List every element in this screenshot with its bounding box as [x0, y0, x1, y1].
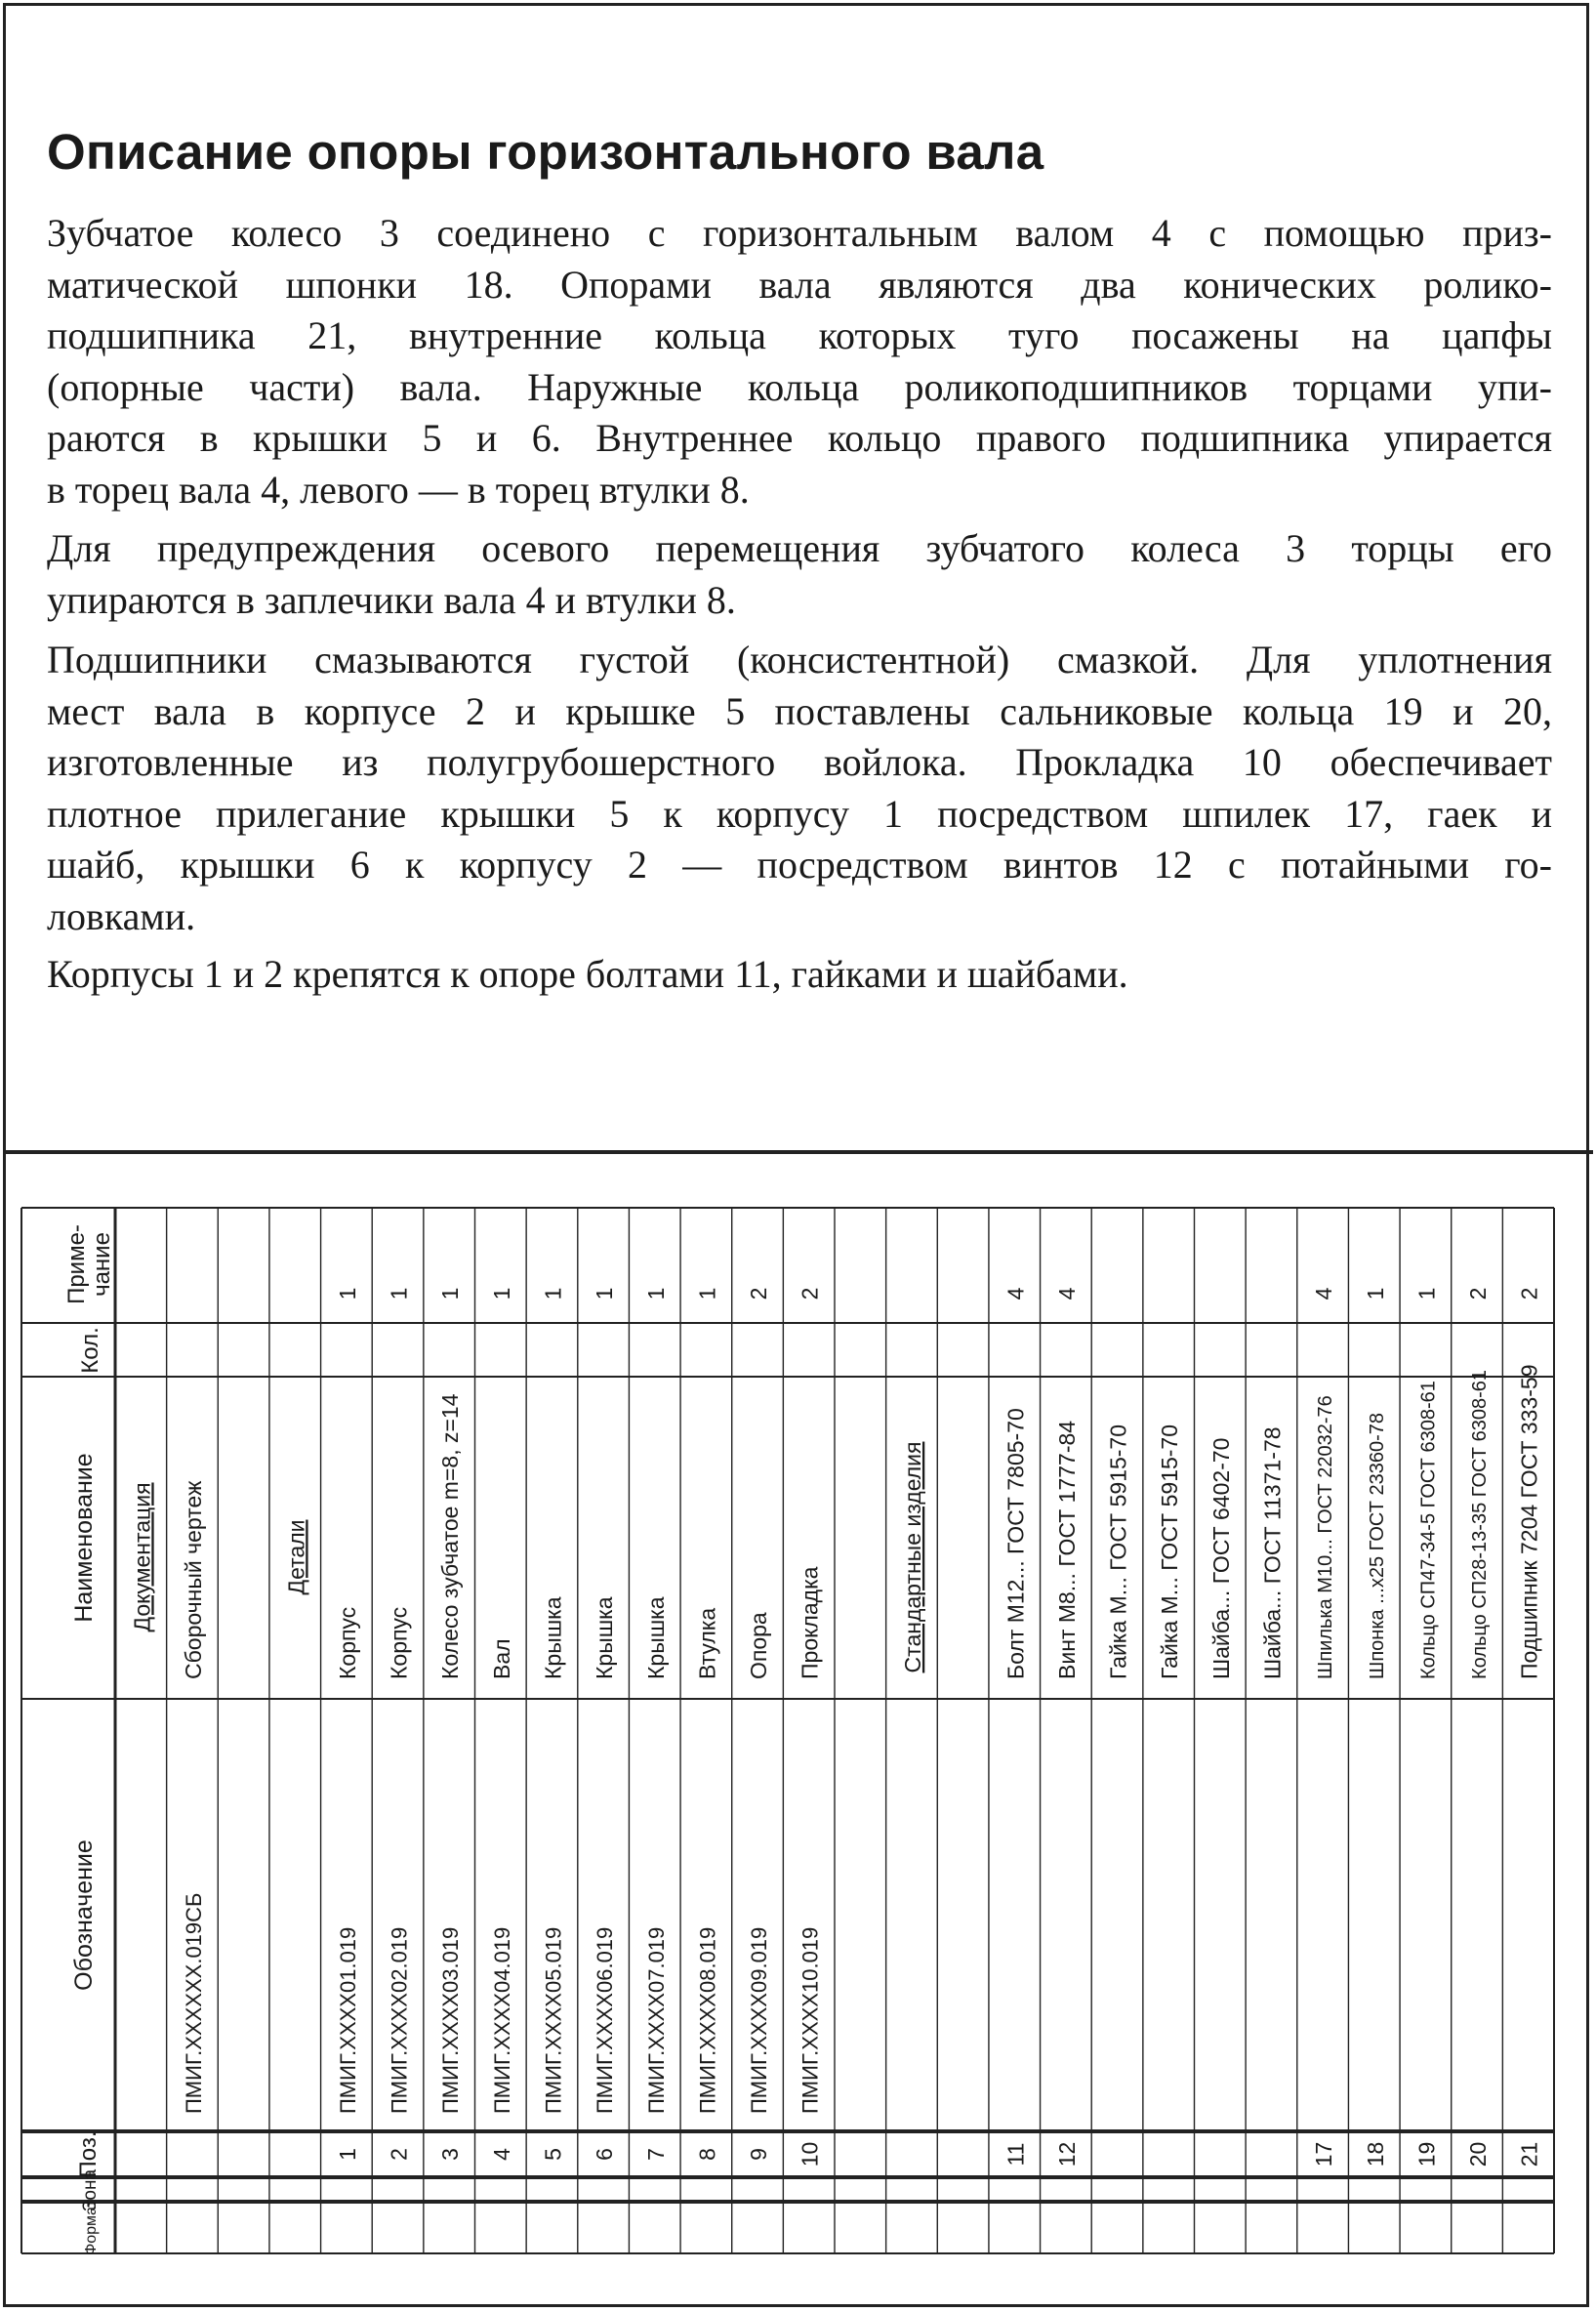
item-name: Винт М8... ГОСТ 1777-84 [1053, 1420, 1080, 1679]
item-pos: 20 [1465, 2141, 1492, 2168]
header-pos: Поз. [75, 2130, 102, 2178]
item-designation: ПМИГ.XXXX01.019 [335, 1926, 360, 2114]
item-qty: 1 [437, 1287, 464, 1300]
item-name: Болт М12... ГОСТ 7805-70 [1003, 1408, 1029, 1679]
section-heading: Стандартные изделия [899, 1441, 925, 1673]
item-pos: 12 [1053, 2141, 1080, 2168]
header-zone: Зона [80, 2168, 101, 2212]
item-qty: 1 [1362, 1287, 1388, 1300]
header-format: Формат [83, 2200, 100, 2255]
item-pos: 21 [1516, 2141, 1542, 2168]
item-name: Сборочный чертеж [180, 1480, 206, 1679]
item-pos: 10 [797, 2141, 823, 2168]
item-name: Крышка [642, 1596, 669, 1679]
item-qty: 4 [1311, 1287, 1337, 1300]
item-qty: 1 [488, 1287, 514, 1300]
header-name: Наименование [70, 1453, 98, 1623]
item-pos: 2 [386, 2148, 412, 2161]
item-qty: 4 [1053, 1287, 1080, 1300]
item-qty: 2 [746, 1287, 772, 1300]
section-heading: Документация [129, 1482, 155, 1632]
paragraph-line: Для предупреждения осевого перемещения зубчатого колеса 3 торцы его [47, 526, 1552, 570]
item-name: Шпилька М10... ГОСТ 22032-76 [1315, 1395, 1337, 1679]
header-note: Приме- [63, 1224, 90, 1304]
item-pos: 4 [488, 2148, 514, 2161]
item-qty: 2 [797, 1287, 823, 1300]
item-name: Корпус [386, 1606, 412, 1679]
item-name: Шайба... ГОСТ 6402-70 [1207, 1437, 1234, 1679]
item-name: Шпонка ...х25 ГОСТ 23360-78 [1366, 1412, 1388, 1679]
paragraph-line: плотное прилегание крышки 5 к корпусу 1 посредством шпилек 17, гаек и [47, 791, 1552, 836]
paragraph-line: шайб, крышки 6 к корпусу 2 — посредством винтов 12 с потайными го- [47, 843, 1552, 887]
paragraph-line: мест вала в корпусе 2 и крышке 5 поставлены сальниковые кольца 19 и 20, [47, 688, 1552, 733]
section-heading: Детали [283, 1519, 309, 1595]
item-pos: 17 [1311, 2141, 1337, 2168]
paragraph-line: Корпусы 1 и 2 крепятся к опоре болтами 11, гайками и шайбами. [47, 952, 1128, 996]
item-pos: 8 [694, 2148, 720, 2161]
item-designation: ПМИГ.XXXX03.019 [438, 1926, 464, 2114]
item-name: Гайка М... ГОСТ 5915-70 [1157, 1424, 1183, 1679]
item-designation: ПМИГ.XXXX09.019 [747, 1926, 772, 2114]
item-qty: 1 [540, 1287, 566, 1300]
item-pos: 11 [1003, 2142, 1029, 2167]
item-name: Подшипник 7204 ГОСТ 333-59 [1516, 1364, 1542, 1679]
page-title: Описание опоры горизонтального вала [47, 124, 1044, 180]
paragraph-line: в торец вала 4, левого — в торец втулки 8. [47, 467, 750, 512]
paragraph-line: матической шпонки 18. Опорами вала являются два конических ролико- [47, 262, 1552, 307]
item-qty: 2 [1516, 1287, 1542, 1300]
paragraph-line: подшипника 21, внутренние кольца которых туго посажены на цапфы [47, 313, 1552, 357]
item-name: Втулка [694, 1607, 720, 1679]
item-designation: ПМИГ.XXXX10.019 [798, 1926, 823, 2114]
item-name: Шайба... ГОСТ 11371-78 [1259, 1426, 1286, 1679]
item-qty: 1 [694, 1287, 720, 1300]
item-qty: 1 [334, 1287, 360, 1300]
item-qty: 1 [642, 1287, 669, 1300]
header-designation: Обозначение [70, 1839, 98, 1991]
item-designation: ПМИГ.XXXX06.019 [593, 1926, 618, 2114]
item-name: Колесо зубчатое m=8, z=14 [437, 1393, 464, 1679]
item-name: Вал [488, 1638, 514, 1679]
item-name: Корпус [334, 1606, 360, 1679]
item-designation: ПМИГ.XXXXXX.019СБ [181, 1892, 206, 2114]
item-qty: 1 [1413, 1287, 1440, 1300]
item-pos: 7 [642, 2148, 669, 2161]
paragraph-line: Подшипники смазываются густой (консистентной) смазкой. Для уплотнения [47, 638, 1552, 681]
paragraph-line: изготовленные из полугрубошерстного войлока. Прокладка 10 обеспечивает [47, 740, 1552, 784]
paragraph-line: Зубчатое колесо 3 соединено с горизонтальным валом 4 с помощью приз- [47, 211, 1552, 255]
item-name: Опора [746, 1612, 772, 1679]
item-qty: 4 [1003, 1287, 1029, 1300]
item-pos: 9 [746, 2148, 772, 2161]
paragraph-line: (опорные части) вала. Наружные кольца роликоподшипников торцами упи- [47, 364, 1552, 409]
item-name: Крышка [592, 1596, 618, 1679]
item-qty: 1 [386, 1287, 412, 1300]
item-name: Гайка М... ГОСТ 5915-70 [1105, 1424, 1131, 1679]
item-name: Кольцо СП47-34-5 ГОСТ 6308-61 [1417, 1381, 1440, 1679]
paragraph-line: ловками. [47, 893, 196, 938]
item-name: Кольцо СП28-13-35 ГОСТ 6308-61 [1469, 1370, 1492, 1679]
paragraph-line: раются в крышки 5 и 6. Внутреннее кольцо правого подшипника упирается [47, 416, 1552, 460]
item-name: Прокладка [797, 1566, 823, 1679]
item-pos: 5 [540, 2148, 566, 2161]
item-pos: 3 [437, 2148, 464, 2161]
item-designation: ПМИГ.XXXX08.019 [695, 1926, 720, 2114]
item-pos: 6 [592, 2148, 618, 2161]
item-designation: ПМИГ.XXXX05.019 [541, 1926, 566, 2114]
header-qty: Кол. [77, 1327, 103, 1374]
item-pos: 18 [1362, 2141, 1388, 2168]
item-pos: 1 [334, 2148, 360, 2161]
item-qty: 2 [1465, 1287, 1492, 1300]
item-qty: 1 [592, 1287, 618, 1300]
paragraph-line: упираются в заплечики вала 4 и втулки 8. [47, 577, 736, 622]
item-pos: 19 [1413, 2141, 1440, 2168]
item-designation: ПМИГ.XXXX07.019 [643, 1926, 669, 2114]
item-designation: ПМИГ.XXXX02.019 [387, 1926, 412, 2114]
header-note-2: чание [89, 1232, 115, 1297]
item-name: Крышка [540, 1596, 566, 1679]
item-designation: ПМИГ.XXXX04.019 [489, 1926, 514, 2114]
